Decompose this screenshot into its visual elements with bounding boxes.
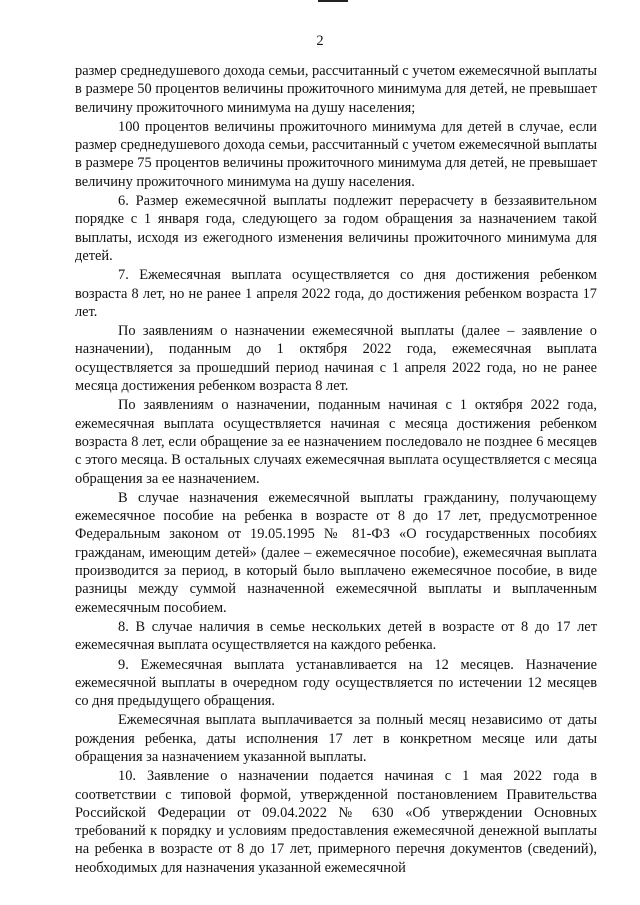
paragraph-1: размер среднедушевого дохода семьи, рассчитанный с учетом ежемесячной выплаты в размере 50 процентов величины прожиточного минимума для детей, не превышает величину прожиточного минимума на душу населения; [75, 63, 597, 116]
paragraph-4: 7. Ежемесячная выплата осуществляется со дня достижения ребенком возраста 8 лет, но не ранее 1 апреля 2022 года, до достижения ребенком возраста 17 лет. [75, 267, 597, 320]
paragraph-10: Ежемесячная выплата выплачивается за полный месяц независимо от даты рождения ребенка, даты исполнения 17 лет в конкретном месяце или даты обращения за назначением указанной выплаты. [75, 712, 597, 765]
paragraph-8: 8. В случае наличия в семье нескольких детей в возрасте от 8 до 17 лет ежемесячная выплата осуществляется на каждого ребенка. [75, 618, 597, 654]
paragraph-6: По заявлениям о назначении, поданным начиная с 1 октября 2022 года, ежемесячная выплата осуществляется начиная с месяца достижения ребенком возраста 8 лет, если обращение за ее назначением последовало не позднее 6 месяцев с этого месяца. В остальных случаях ежемесячная выплата осуществляется с месяца обращения за ее назначением. [75, 397, 597, 487]
page-number: 2 [316, 33, 324, 49]
paragraph-11: 10. Заявление о назначении подается начиная с 1 мая 2022 года в соответствии с типовой формой, утвержденной постановлением Правительства Российской Федерации от 09.04.2022 № 630 «Об утверждении Основных требований к порядку и условиям предоставления ежемесячной денежной выплаты на ребенка в возрасте от 8 до 17 лет, примерного перечня документов (сведений), необходимых для назначения указанной ежемесячной [75, 768, 597, 876]
paragraph-7: В случае назначения ежемесячной выплаты гражданину, получающему ежемесячное пособие на ребенка в возрасте от 8 до 17 лет, предусмотренное Федеральным законом от 19.05.1995 № 81-ФЗ «О государственных пособиях гражданам, имеющим детей» (далее – ежемесячное пособие), ежемесячная выплата производится за период, в который было выплачено ежемесячное пособие, в виде разницы между суммой назначенной ежемесячной выплаты и выплаченным ежемесячным пособием. [75, 489, 597, 616]
paragraph-9: 9. Ежемесячная выплата устанавливается на 12 месяцев. Назначение ежемесячной выплаты в очередном году осуществляется по истечении 12 месяцев со дня предыдущего обращения. [75, 656, 597, 710]
paragraph-5: По заявлениям о назначении ежемесячной выплаты (далее – заявление о назначении), поданным до 1 октября 2022 года, ежемесячная выплата осуществляется за прошедший период начиная с 1 апреля 2022 года, но не ранее месяца достижения ребенком возраста 8 лет. [75, 323, 597, 395]
document-body [75, 62, 597, 878]
paragraph-3: 6. Размер ежемесячной выплаты подлежит перерасчету в беззаявительном порядке с 1 января года, следующего за годом обращения за назначением такой выплаты, исходя из ежегодного изменения величины прожиточного минимума для детей. [75, 193, 597, 264]
top-rule [318, 0, 348, 2]
paragraph-2: 100 процентов величины прожиточного минимума для детей в случае, если размер среднедушевого дохода семьи, рассчитанный с учетом ежемесячной выплаты в размере 75 процентов величины прожиточного минимума для детей, не превышает величину прожиточного минимума на душу населения. [75, 118, 597, 190]
